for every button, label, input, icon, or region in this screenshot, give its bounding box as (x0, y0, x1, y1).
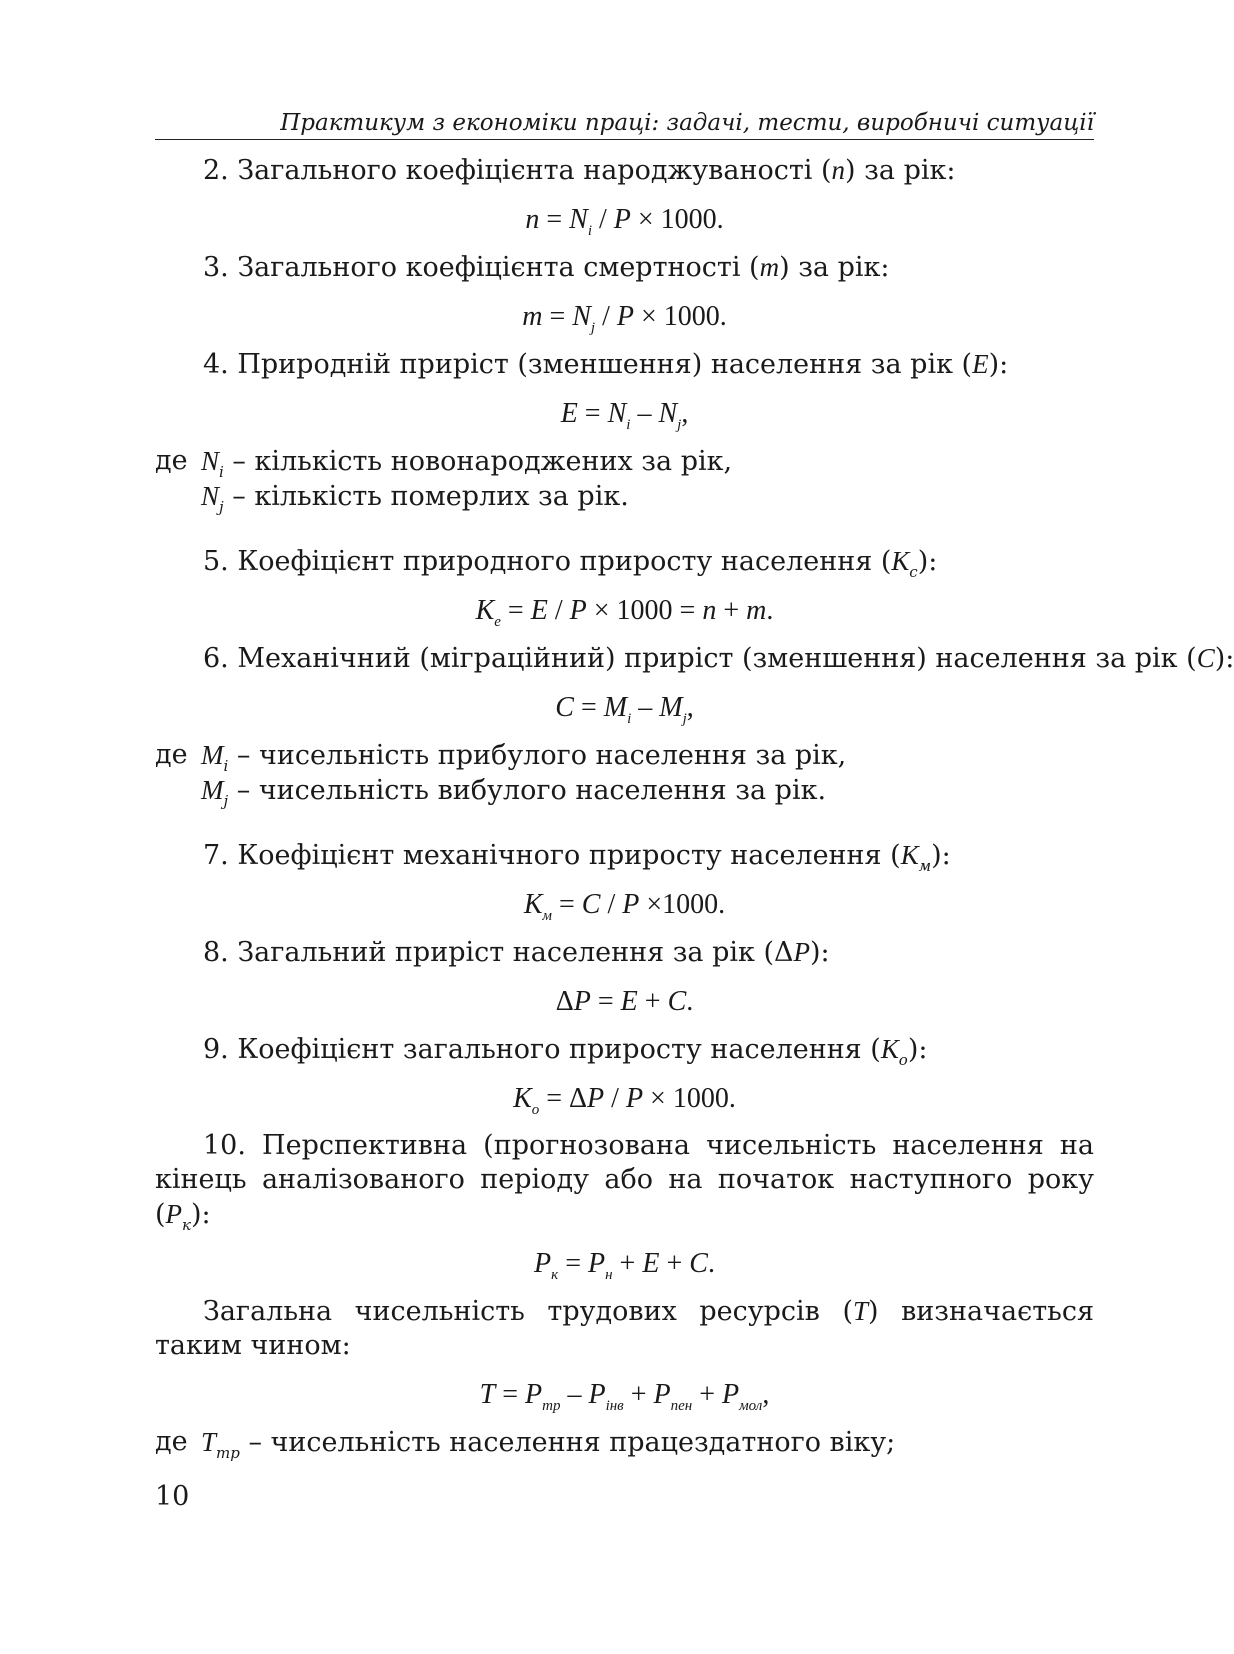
formula-natural-increase-coefficient: $К_e = E / P \times 1000 = n + m$. (475, 595, 774, 630)
formula-birth-rate: $n = N_i / P \times 1000$. (525, 204, 724, 239)
item-9-heading: 9. Коефіцієнт загального приросту населення $(К_о)$: (203, 1034, 928, 1069)
item-10-paragraph: 10. Перспективна (прогнозована чисельність населення на кінець аналізованого періоду або на початок наступного року $(P_к)$: (155, 1130, 1094, 1234)
where-label: де (155, 739, 188, 770)
definition-arrived: $M_i$ – чисельність прибулого населення за рік, (201, 740, 847, 775)
where-label: де (155, 1426, 188, 1457)
formula-natural-increase: $E = N_i - N_j$, (560, 398, 689, 433)
page-body (155, 153, 1234, 1462)
definitions-natural-increase (155, 444, 1094, 514)
running-header: Практикум з економіки праці: задачі, тести, виробничі ситуації (280, 110, 1094, 136)
where-label: де (155, 445, 188, 476)
formula-labor-resources: $T = P_{тр} - P_{інв} + P_{пен} + P_{мол}$, (479, 1379, 770, 1414)
item-2-heading: 2. Загального коефіцієнта народжуваності (n) за рік: (203, 155, 956, 186)
labor-resources-paragraph: Загальна чисельність трудових ресурсів (T) визначається таким чином: (155, 1296, 1094, 1361)
header-rule (155, 139, 1094, 140)
definitions-migration (155, 738, 1094, 808)
definitions-labor (155, 1425, 1094, 1460)
definition-deceased: $N_j$ – кількість померлих за рік. (201, 481, 629, 516)
definition-newborn: $N_i$ – кількість новонароджених за рік, (201, 446, 733, 481)
item-6-heading: 6. Механічний (міграційний) приріст (зменшення) населення за рік (C): (203, 643, 1234, 674)
page-number: 10 (155, 1481, 190, 1512)
definition-working-age: $T_{тр}$ – чисельність населення працездатного віку; (201, 1427, 896, 1462)
item-4-heading: 4. Природній приріст (зменшення) населення за рік (E): (203, 349, 1009, 380)
formula-death-rate: $m = N_j / P \times 1000$. (522, 301, 727, 336)
formula-migration-increase: $C = M_i - M_j$, (555, 692, 694, 727)
item-7-heading: 7. Коефіцієнт механічного приросту населення $(К_м)$: (203, 840, 951, 875)
formula-migration-coefficient: $К_м = C / P \times 1000$. (523, 889, 726, 924)
formula-total-increase: ΔP = E + C. (555, 986, 694, 1017)
item-8-heading: 8. Загальний приріст населення за рік (ΔP): (203, 937, 830, 968)
item-5-heading: 5. Коефіцієнт природного приросту населення $(К_c)$: (203, 546, 938, 581)
definition-departed: $M_j$ – чисельність вибулого населення за рік. (201, 775, 827, 810)
formula-total-increase-coefficient: $К_о = \Delta P / P \times 1000$. (513, 1083, 736, 1118)
formula-projected-population: $P_к = P_н + E + C$. (534, 1248, 715, 1283)
item-3-heading: 3. Загального коефіцієнта смертності (m) за рік: (203, 252, 890, 283)
